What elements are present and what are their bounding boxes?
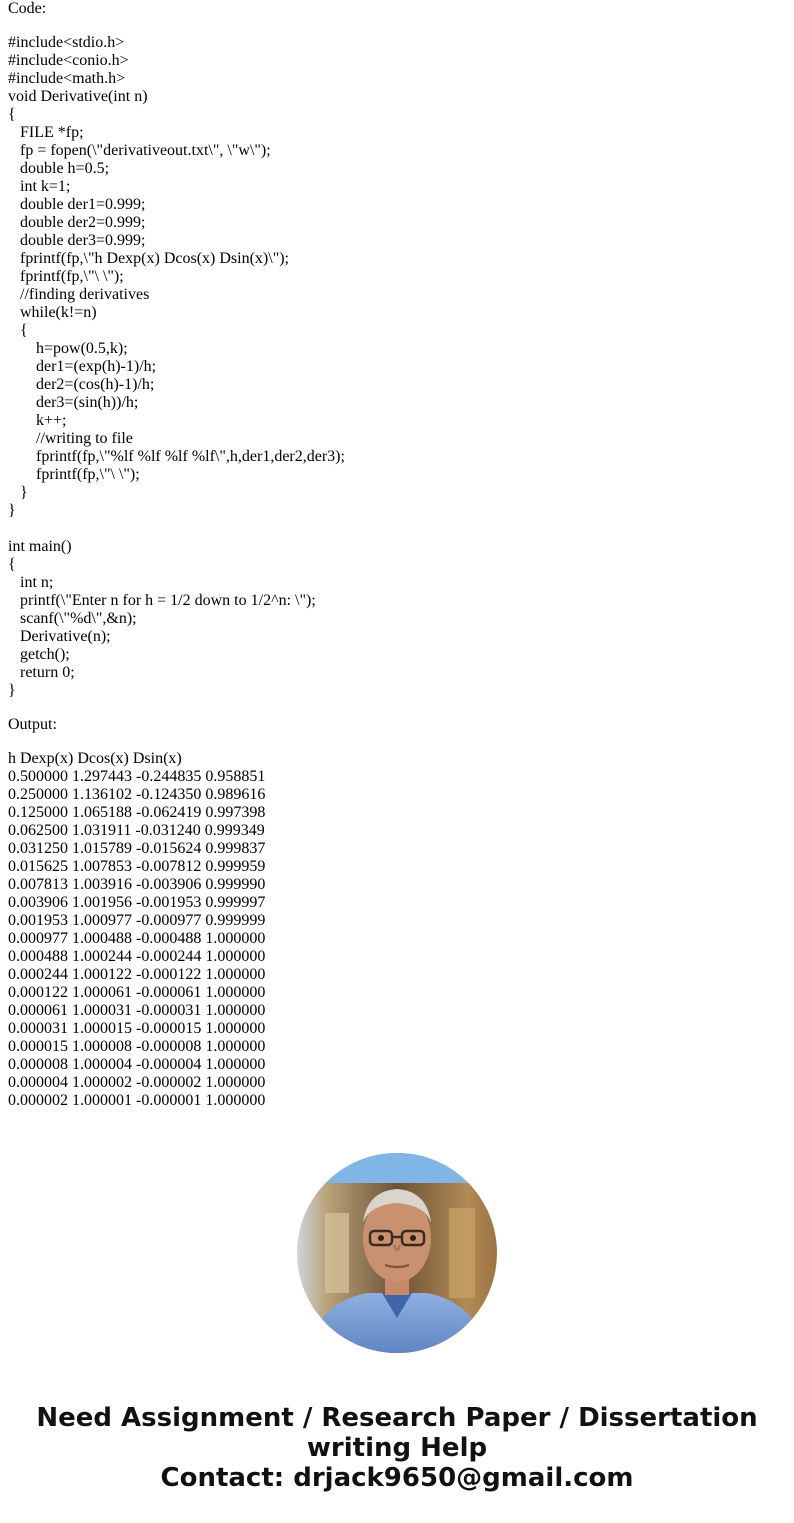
code-label: Code: [8, 0, 47, 17]
code-line: h=pow(0.5,k); [8, 340, 128, 357]
code-line: //writing to file [8, 430, 133, 447]
output-row: 0.000488 1.000244 -0.000244 1.000000 [8, 948, 266, 965]
output-row: 0.031250 1.015789 -0.015624 0.999837 [8, 840, 266, 857]
spacer [8, 734, 788, 750]
code-line: FILE *fp; [8, 124, 84, 141]
code-line: double der2=0.999; [8, 214, 146, 231]
output-row: 0.500000 1.297443 -0.244835 0.958851 [8, 768, 266, 785]
code-line: fprintf(fp,\"\ \"); [8, 268, 124, 285]
code-line: fprintf(fp,\"\ \"); [8, 466, 140, 483]
spacer [8, 700, 788, 716]
code-line: fp = fopen(\"derivativeout.txt\", \"w\"); [8, 142, 271, 159]
code-line: } [8, 682, 16, 699]
code-line: der2=(cos(h)-1)/h; [8, 376, 155, 393]
code-line: #include<stdio.h> [8, 34, 125, 51]
code-line: Derivative(n); [8, 628, 111, 645]
output-header: h Dexp(x) Dcos(x) Dsin(x) [8, 750, 182, 767]
output-row: 0.000002 1.000001 -0.000001 1.000000 [8, 1092, 266, 1109]
output-label: Output: [8, 716, 57, 733]
code-line: return 0; [8, 664, 75, 681]
output-row: 0.001953 1.000977 -0.000977 0.999999 [8, 912, 266, 929]
output-row: 0.062500 1.031911 -0.031240 0.999349 [8, 822, 265, 839]
code-line [8, 520, 788, 538]
output-row: 0.250000 1.136102 -0.124350 0.989616 [8, 786, 266, 803]
output-row: 0.000008 1.000004 -0.000004 1.000000 [8, 1056, 266, 1073]
code-line: der3=(sin(h))/h; [8, 394, 139, 411]
code-line: printf(\"Enter n for h = 1/2 down to 1/2^n: \"); [8, 592, 316, 609]
code-line: { [8, 322, 28, 339]
output-row: 0.125000 1.065188 -0.062419 0.997398 [8, 804, 266, 821]
spacer [8, 18, 788, 34]
code-line: #include<conio.h> [8, 52, 129, 69]
code-line: int k=1; [8, 178, 71, 195]
code-line: der1=(exp(h)-1)/h; [8, 358, 157, 375]
output-row: 0.000977 1.000488 -0.000488 1.000000 [8, 930, 266, 947]
output-row: 0.000244 1.000122 -0.000122 1.000000 [8, 966, 266, 983]
output-row: 0.000015 1.000008 -0.000008 1.000000 [8, 1038, 266, 1055]
code-line: scanf(\"%d\",&n); [8, 610, 137, 627]
author-avatar [297, 1153, 497, 1353]
code-line: void Derivative(int n) [8, 88, 148, 105]
code-line: } [8, 484, 28, 501]
promo-banner [0, 1403, 794, 1493]
code-block [8, 34, 788, 700]
code-line: fprintf(fp,\"%lf %lf %lf %lf\",h,der1,der2,der3); [8, 448, 345, 465]
code-line: int n; [8, 574, 54, 591]
code-line: } [8, 502, 16, 519]
code-line: { [8, 556, 16, 573]
code-line: double der3=0.999; [8, 232, 146, 249]
output-row: 0.015625 1.007853 -0.007812 0.999959 [8, 858, 266, 875]
code-line: double h=0.5; [8, 160, 110, 177]
output-row: 0.000031 1.000015 -0.000015 1.000000 [8, 1020, 266, 1037]
code-line: getch(); [8, 646, 70, 663]
author-photo [297, 1153, 497, 1353]
code-line: double der1=0.999; [8, 196, 146, 213]
promo-contact: Contact: drjack9650@gmail.com [160, 1463, 634, 1493]
code-line: #include<math.h> [8, 70, 126, 87]
output-row: 0.000122 1.000061 -0.000061 1.000000 [8, 984, 266, 1001]
code-line: //finding derivatives [8, 286, 150, 303]
document-body [8, 0, 788, 1110]
output-row: 0.007813 1.003916 -0.003906 0.999990 [8, 876, 266, 893]
code-line: k++; [8, 412, 67, 429]
code-line: { [8, 106, 16, 123]
output-row: 0.003906 1.001956 -0.001953 0.999997 [8, 894, 266, 911]
promo-line-2: writing Help [306, 1433, 488, 1463]
output-row: 0.000004 1.000002 -0.000002 1.000000 [8, 1074, 266, 1091]
output-row: 0.000061 1.000031 -0.000031 1.000000 [8, 1002, 266, 1019]
code-line: fprintf(fp,\"h Dexp(x) Dcos(x) Dsin(x)\"); [8, 250, 289, 267]
promo-line-1: Need Assignment / Research Paper / Dissertation [36, 1403, 758, 1433]
code-line: while(k!=n) [8, 304, 97, 321]
code-line: int main() [8, 538, 72, 555]
output-table [8, 768, 788, 1110]
